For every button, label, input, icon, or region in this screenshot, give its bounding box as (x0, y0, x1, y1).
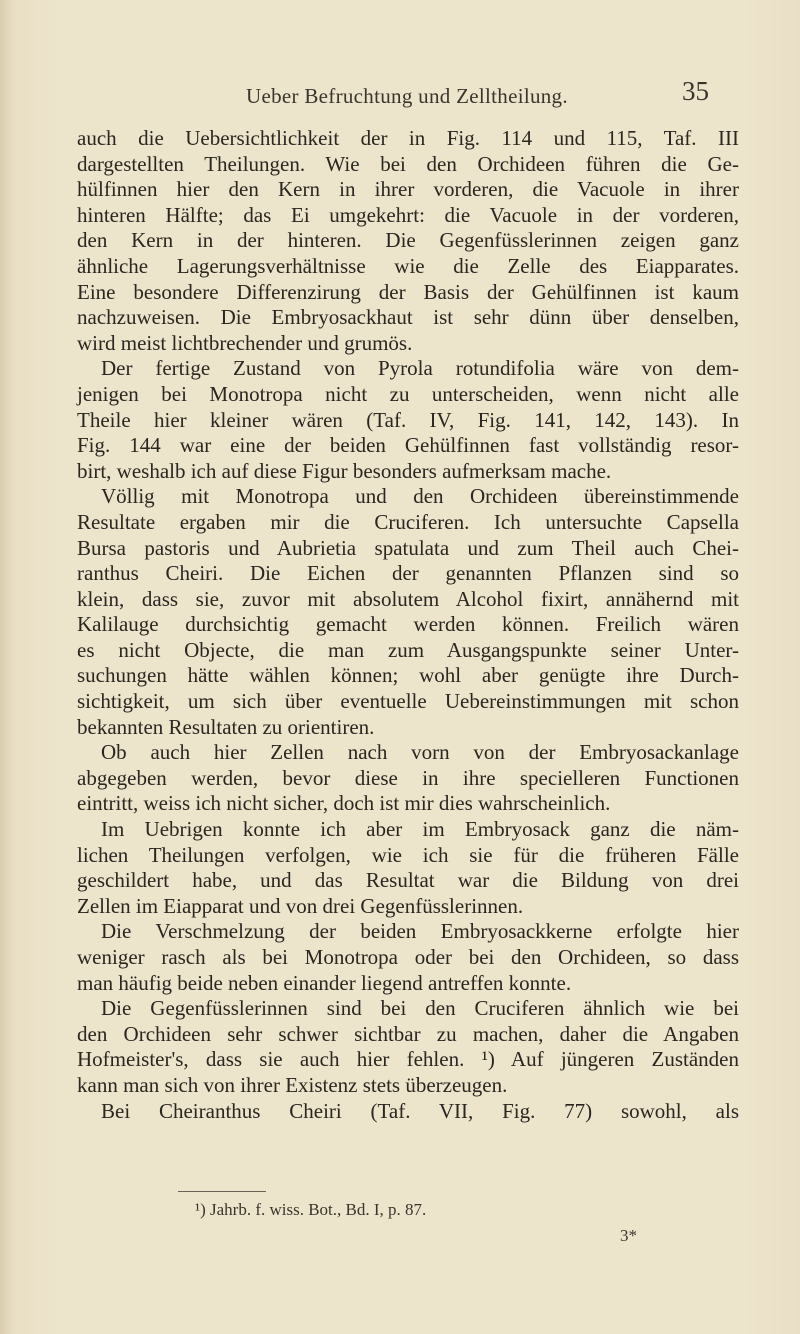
text-line: Kalilauge durchsichtig gemacht werden können. Freilich wären (77, 612, 739, 637)
text-line: Bursa pastoris und Aubrietia spatulata und zum Theil auch Chei- (77, 535, 739, 560)
text-line: nachzuweisen. Die Embryosackhaut ist sehr dünn über denselben, (77, 305, 739, 330)
text-line: ähnliche Lagerungsverhältnisse wie die Zelle des Eiapparates. (77, 253, 739, 278)
text-line: Die Verschmelzung der beiden Embryosackkerne erfolgte hier (101, 919, 739, 944)
text-line: Bei Cheiranthus Cheiri (Taf. VII, Fig. 77) sowohl, als (101, 1098, 739, 1123)
page-number: 35 (682, 76, 709, 106)
text-line: Die Gegenfüsslerinnen sind bei den Cruciferen ähnlich wie bei (101, 996, 739, 1021)
footnote-divider (178, 1191, 266, 1192)
text-line: jenigen bei Monotropa nicht zu unterscheiden, wenn nicht alle (77, 381, 739, 406)
text-line: Hofmeister's, dass sie auch hier fehlen. ¹) Auf jüngeren Zuständen (77, 1047, 739, 1072)
text-line: weniger rasch als bei Monotropa oder bei den Orchideen, so dass (77, 945, 739, 969)
text-line: Fig. 144 war eine der beiden Gehülfinnen fast vollständig resor- (77, 433, 739, 458)
text-line: ranthus Cheiri. Die Eichen der genannten Pflanzen sind so (77, 561, 739, 586)
text-line: hülfinnen hier den Kern in ihrer vorderen, die Vacuole in ihrer (77, 177, 739, 202)
text-line: man häufig beide neben einander liegend antreffen konnte. (77, 970, 572, 995)
text-line: sichtigkeit, um sich über eventuelle Uebereinstimmungen mit schon (77, 689, 739, 714)
footnote: ¹) Jahrb. f. wiss. Bot., Bd. I, p. 87. (195, 1200, 427, 1219)
text-line: Völlig mit Monotropa und den Orchideen übereinstimmende (101, 484, 739, 509)
text-line: abgegeben werden, bevor diese in ihre specielleren Functionen (77, 765, 739, 790)
text-line: Der fertige Zustand von Pyrola rotundifolia wäre von dem- (101, 356, 739, 381)
body-text (77, 126, 739, 1124)
text-line: dargestellten Theilungen. Wie bei den Orchideen führen die Ge- (77, 151, 739, 176)
text-line: Ob auch hier Zellen nach vorn von der Embryosackanlage (101, 740, 739, 765)
text-line: kann man sich von ihrer Existenz stets überzeugen. (77, 1072, 508, 1097)
text-line: wird meist lichtbrechender und grumös. (77, 330, 413, 355)
text-line: auch die Uebersichtlichkeit der in Fig. 114 und 115, Taf. III (77, 126, 739, 150)
text-line: hinteren Hälfte; das Ei umgekehrt: die Vacuole in der vorderen, (77, 202, 739, 227)
text-line: Resultate ergaben mir die Cruciferen. Ich untersuchte Capsella (77, 509, 739, 534)
text-line: birt, weshalb ich auf diese Figur besonders aufmerksam mache. (77, 458, 612, 483)
text-line: Eine besondere Differenzirung der Basis der Gehülfinnen ist kaum (77, 279, 739, 304)
running-title: Ueber Befruchtung und Zelltheilung. (246, 84, 568, 108)
text-line: Im Uebrigen konnte ich aber im Embryosack ganz die näm- (101, 817, 739, 842)
text-line: lichen Theilungen verfolgen, wie ich sie für die früheren Fälle (77, 842, 739, 867)
text-line: klein, dass sie, zuvor mit absolutem Alcohol fixirt, annähernd mit (77, 586, 739, 611)
text-line: Theile hier kleiner wären (Taf. IV, Fig. 141, 142, 143). In (77, 407, 739, 432)
page-header (0, 76, 800, 116)
text-line: geschildert habe, und das Resultat war die Bildung von drei (77, 868, 739, 893)
text-line: es nicht Objecte, die man zum Ausgangspunkte seiner Unter- (77, 637, 739, 662)
text-line: eintritt, weiss ich nicht sicher, doch ist mir dies wahrscheinlich. (77, 791, 611, 816)
text-line: den Kern in der hinteren. Die Gegenfüsslerinnen zeigen ganz (77, 228, 739, 253)
text-line: den Orchideen sehr schwer sichtbar zu machen, daher die Angaben (77, 1021, 739, 1046)
text-line: suchungen hätte wählen können; wohl aber genügte ihre Durch- (77, 663, 739, 688)
text-line: bekannten Resultaten zu orientiren. (77, 714, 375, 739)
printer-signature: 3* (620, 1226, 637, 1245)
text-line: Zellen im Eiapparat und von drei Gegenfüsslerinnen. (77, 893, 524, 918)
